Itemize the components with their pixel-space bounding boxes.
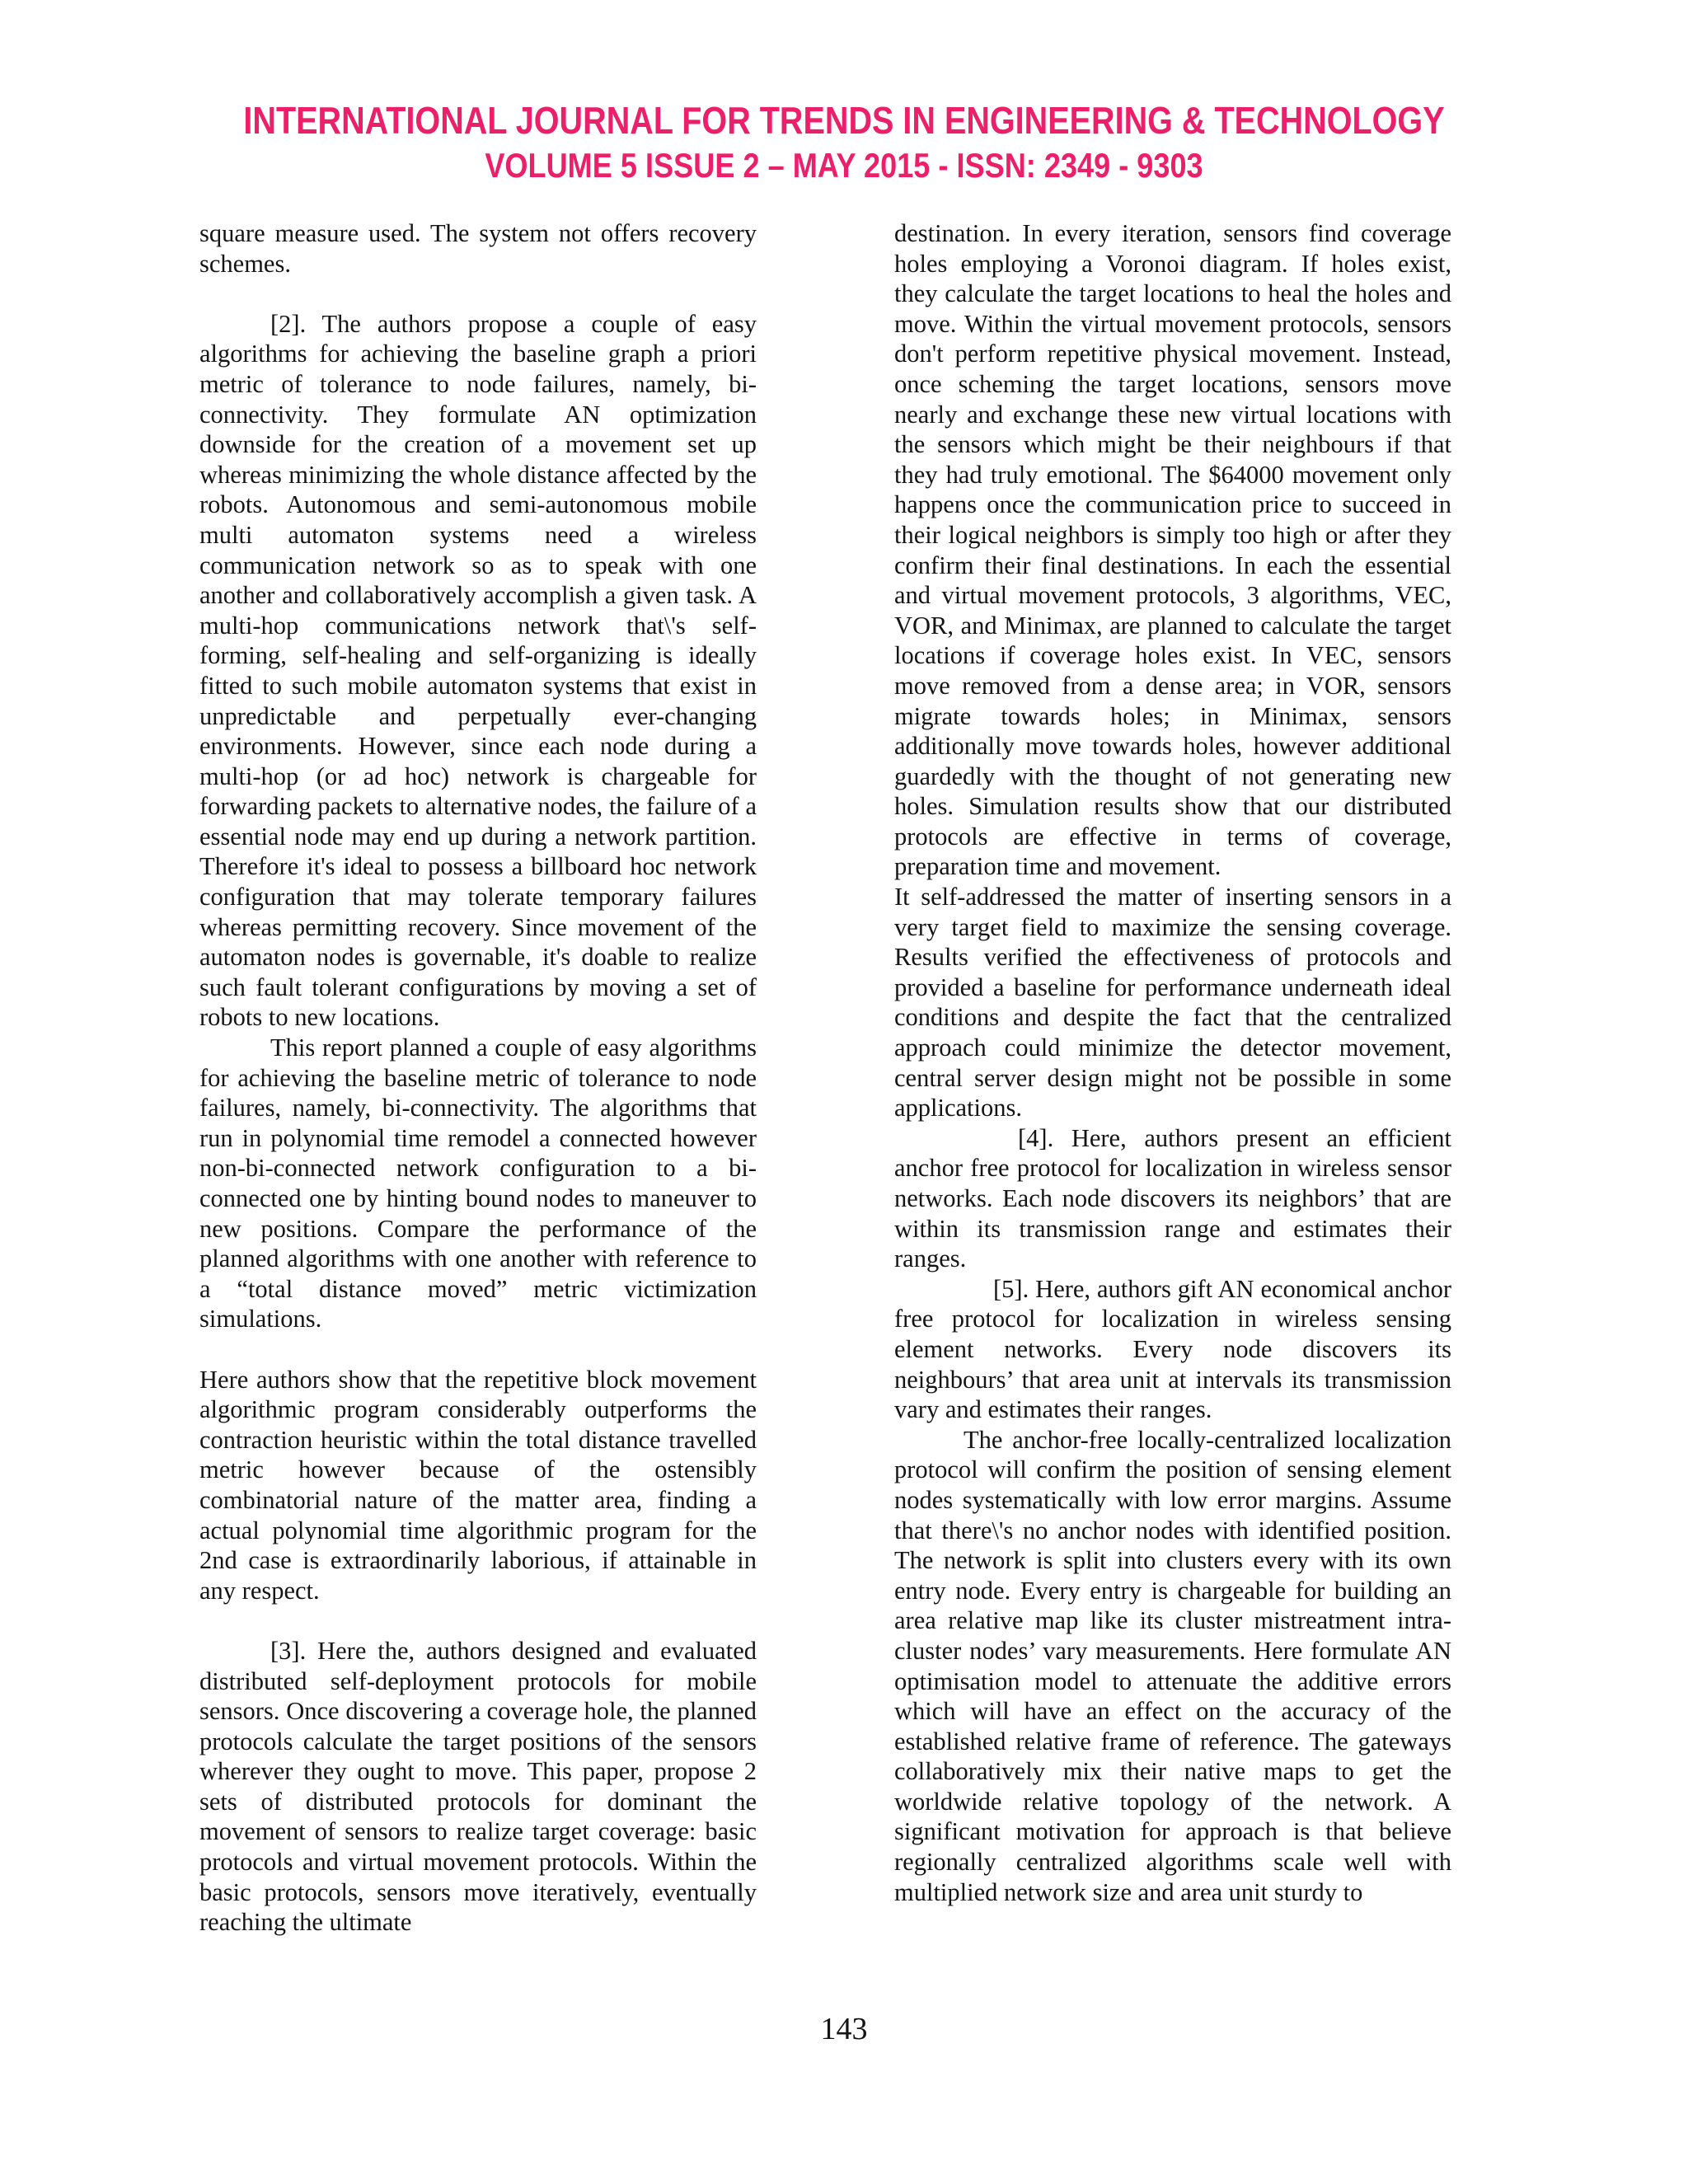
paragraph: The anchor-free locally-centralized localization protocol will confirm the position of sensing element nodes systematically with low error margins. Assume that there\'s no anchor nodes with identified position. The network is split into clusters every with its own entry node. Every entry is chargeable for building an area relative map like its cluster mistreatment intra-cluster nodes’ vary measurements. Here formulate AN optimisation model to attenuate the additive errors which will have an effect on the accuracy of the established relative frame of reference. The gateways collaboratively mix their native maps to get the worldwide relative topology of the network. A significant motivation for approach is that believe regionally centralized algorithms scale well with multiplied network size and area unit sturdy to [894,1425,1451,1906]
paragraph: [4]. Here, authors present an efficient anchor free protocol for localization in wireless sensor networks. Each node discovers its neighbors’ that are within its transmission range and estimates their ranges. [894,1123,1451,1273]
paragraph: Here authors show that the repetitive block movement algorithmic program considerably outperforms the contraction heuristic within the total distance travelled metric however because of the ostensibly combinatorial nature of the matter area, finding a actual polynomial time algorithmic program for the 2nd case is extraordinarily laborious, if attainable in any respect. [199,1365,757,1605]
paragraph: [3]. Here the, authors designed and evaluated distributed self-deployment protocols for mobile sensors. Once discovering a coverage hole, the planned protocols calculate the target positions of the sensors wherever they ought to move. This paper, propose 2 sets of distributed protocols for dominant the movement of sensors to realize target coverage: basic protocols and virtual movement protocols. Within the basic protocols, sensors move iteratively, eventually reaching the ultimate [199,1636,757,1937]
paragraph: It self-addressed the matter of inserting sensors in a very target field to maximize the sensing coverage. Results verified the effectiveness of protocols and provided a baseline for performance underneath ideal conditions and despite the fact that the centralized approach could minimize the detector movement, central server design might not be possible in some applications. [894,883,1451,1122]
paragraph: [2]. The authors propose a couple of easy algorithms for achieving the baseline graph a priori metric of tolerance to node failures, namely, bi-connectivity. They formulate AN optimization downside for the creation of a movement set up whereas minimizing the whole distance affected by the robots. Autonomous and semi-autonomous mobile multi automaton systems need a wireless communication network so as to speak with one another and collaboratively accomplish a given task. A multi-hop communications network that\'s self-forming, self-healing and self-organizing is ideally fitted to such mobile automaton systems that exist in unpredictable and perpetually ever-changing environments. However, since each node during a multi-hop (or ad hoc) network is chargeable for forwarding packets to alternative nodes, the failure of a essential node may end up during a network partition. Therefore it's ideal to possess a billboard hoc network configuration that may tolerate temporary failures whereas permitting recovery. Since movement of the automaton nodes is governable, it's doable to realize such fault tolerant configurations by moving a set of robots to new locations. [199,309,757,1032]
left-column [199,218,757,1938]
journal-volume-issue: VOLUME 5 ISSUE 2 – MAY 2015 - ISSN: 2349 - 9303 [485,146,1203,185]
right-column [894,218,1451,1907]
paragraph: destination. In every iteration, sensors find coverage holes employing a Voronoi diagram. If holes exist, they calculate the target locations to heal the holes and move. Within the virtual movement protocols, sensors don't perform repetitive physical movement. Instead, once scheming the target locations, sensors move nearly and exchange these new virtual locations with the sensors which might be their neighbours if that they had truly emotional. The $64000 movement only happens once the communication price to succeed in their logical neighbors is simply too high or after they confirm their final destinations. In each the essential and virtual movement protocols, 3 algorithms, VEC, VOR, and Minimax, are planned to calculate the target locations if coverage holes exist. In VEC, sensors move removed from a dense area; in VOR, sensors migrate towards holes; in Minimax, sensors additionally move towards holes, however additional guardedly with the thought of not generating new holes. Simulation results show that our distributed protocols are effective in terms of coverage, preparation time and movement. [894,219,1451,881]
paragraph: [5]. Here, authors gift AN economical anchor free protocol for localization in wireless sensing element networks. Every node discovers its neighbours’ that area unit at intervals its transmission vary and estimates their ranges. [894,1274,1451,1424]
journal-title: INTERNATIONAL JOURNAL FOR TRENDS IN ENGINEERING & TECHNOLOGY [243,99,1445,142]
paragraph: square measure used. The system not offers recovery schemes. [199,219,757,278]
page-number: 143 [820,2012,868,2046]
paragraph: This report planned a couple of easy algorithms for achieving the baseline metric of tolerance to node failures, namely, bi-connectivity. The algorithms that run in polynomial time remodel a connected however non-bi-connected network configuration to a bi-connected one by hinting bound nodes to maneuver to new positions. Compare the performance of the planned algorithms with one another with reference to a “total distance moved” metric victimization simulations. [199,1033,757,1333]
